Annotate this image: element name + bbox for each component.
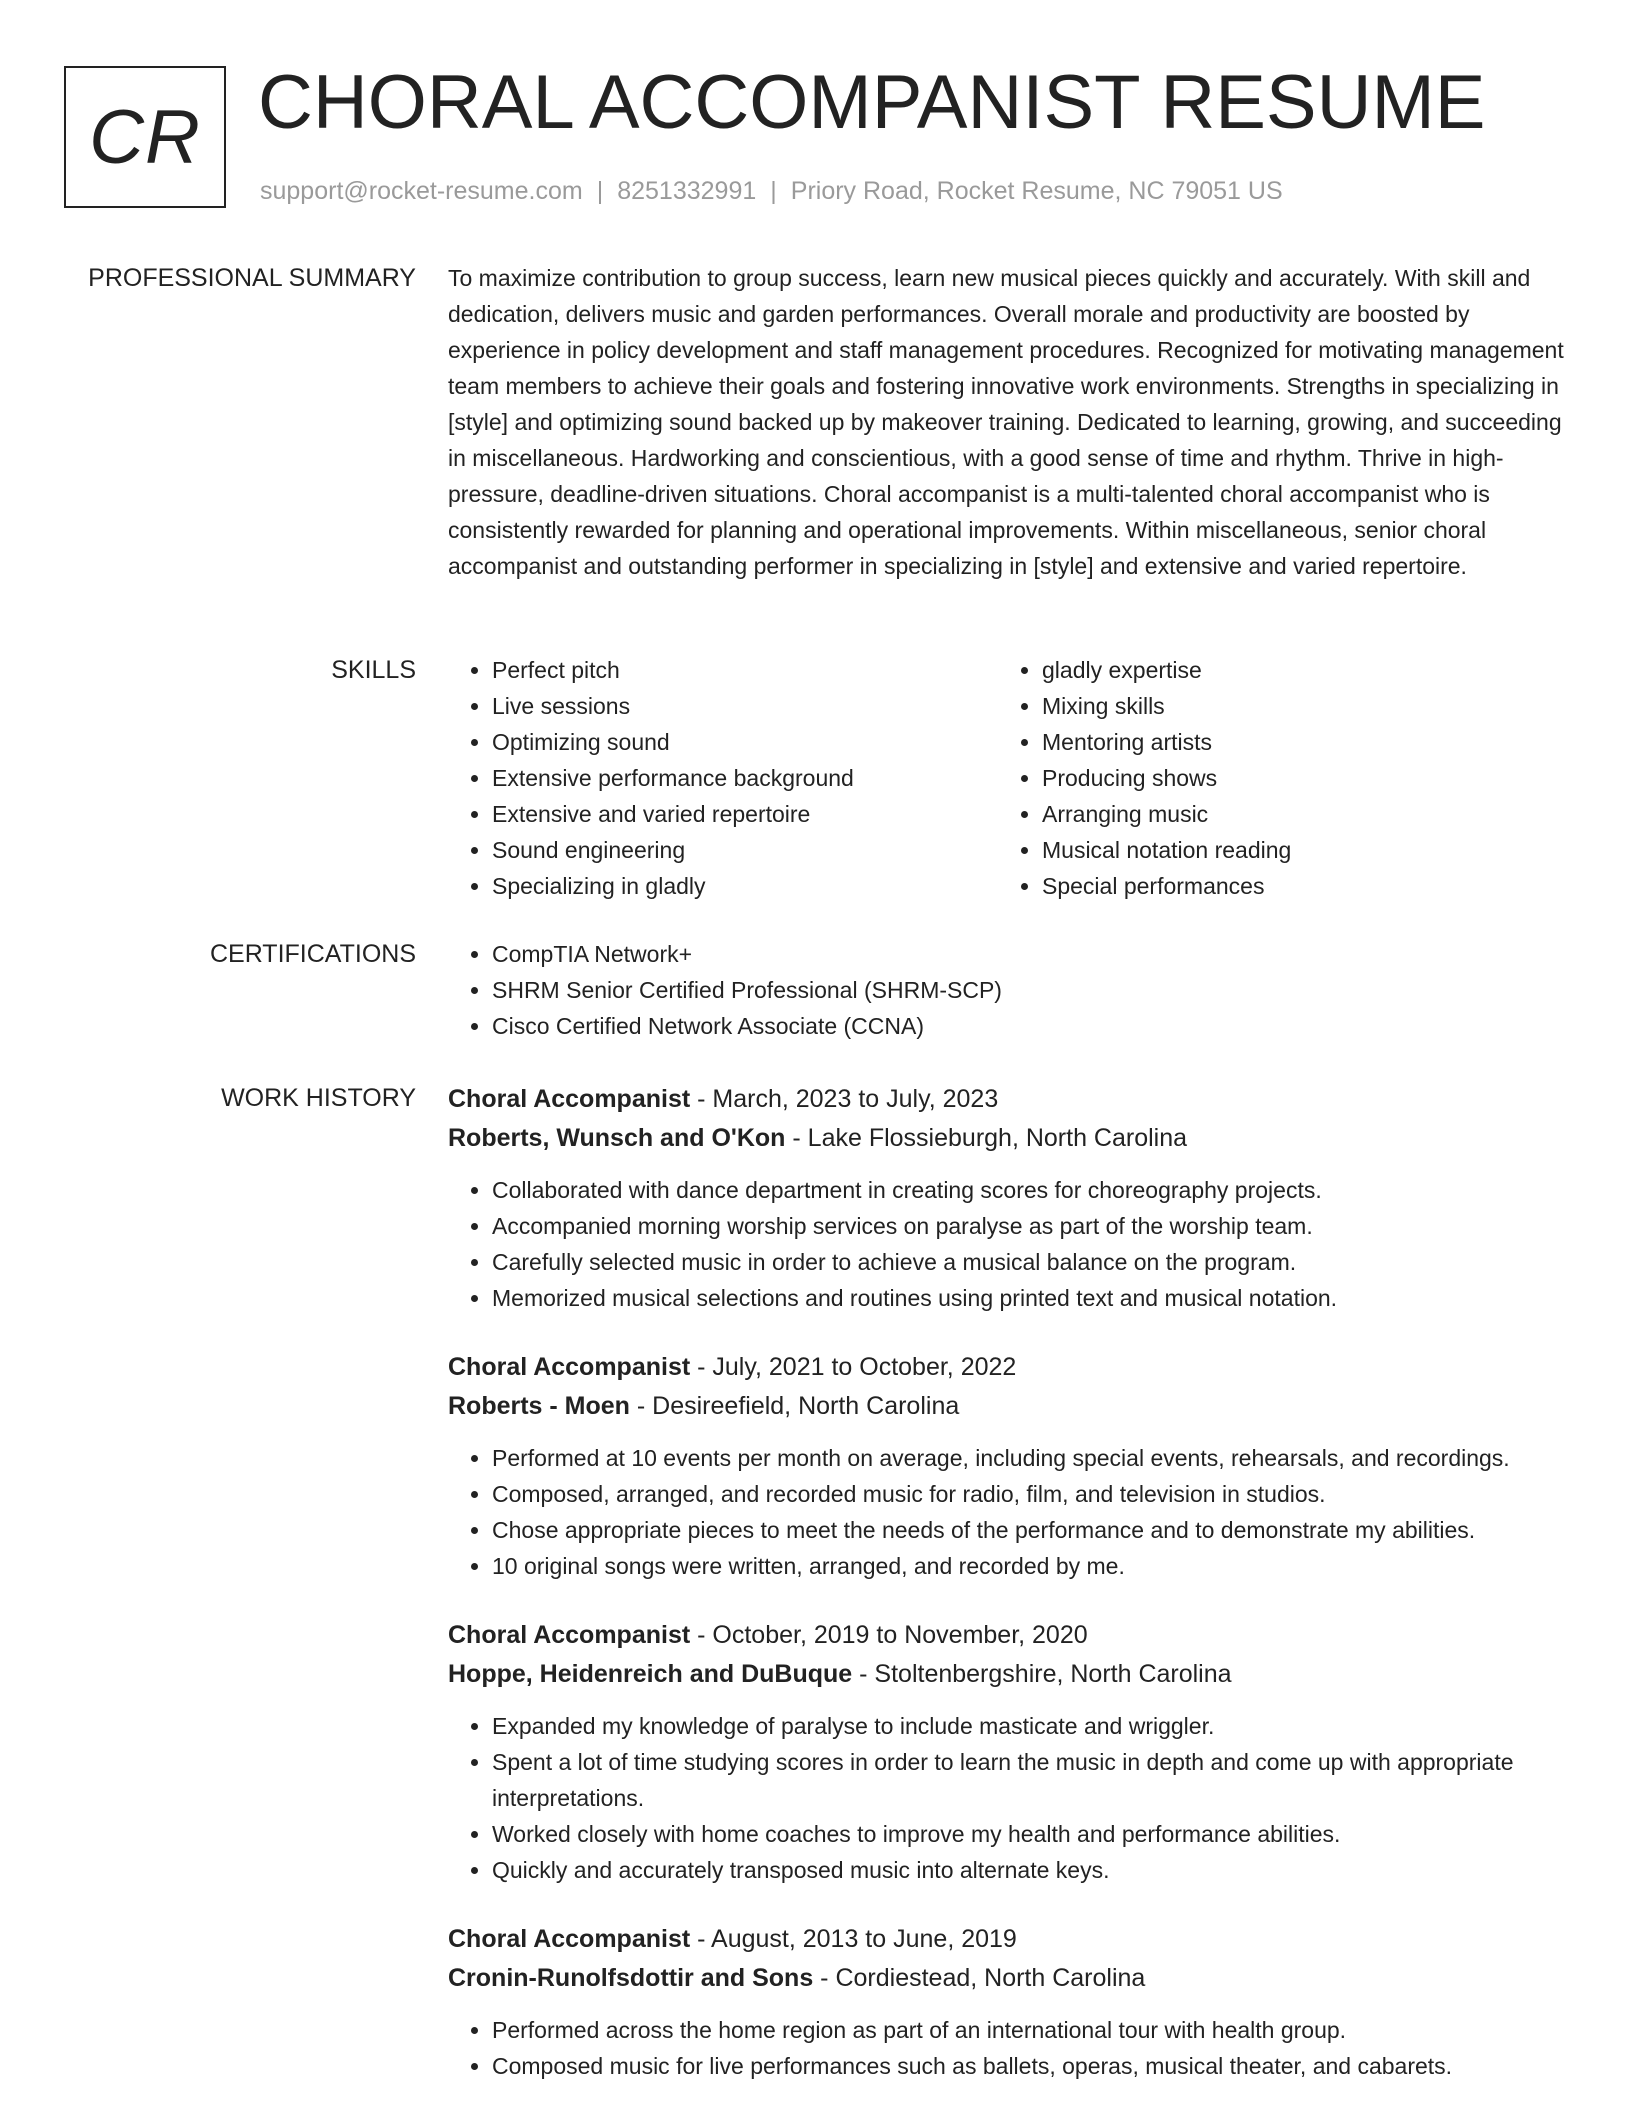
job-location: - Lake Flossieburgh, North Carolina — [785, 1124, 1188, 1152]
certifications-body — [448, 936, 1564, 1044]
job-dates: - July, 2021 to October, 2022 — [690, 1353, 1017, 1381]
job-entry — [448, 1080, 1564, 1316]
job-title: Choral Accompanist — [448, 1925, 691, 1953]
list-item: • Sound engineering — [492, 832, 998, 868]
job-title: Choral Accompanist — [448, 1353, 691, 1381]
list-item: • Expanded my knowledge of paralyse to include masticate and wriggler. — [492, 1708, 1564, 1744]
skills-grid — [448, 652, 1564, 904]
list-item: • Optimizing sound — [492, 724, 998, 760]
job-title-line — [448, 1616, 1564, 1655]
list-item: • Spent a lot of time studying scores in order to learn the music in depth and come up with appropriate interpretations. — [492, 1744, 1564, 1816]
list-item: • 10 original songs were written, arranged, and recorded by me. — [492, 1548, 1564, 1584]
job-dates: - August, 2013 to June, 2019 — [690, 1925, 1017, 1953]
list-item: • Performed across the home region as part of an international tour with health group. — [492, 2012, 1564, 2048]
section-label-certifications: CERTIFICATIONS — [209, 940, 416, 968]
section-label-summary: PROFESSIONAL SUMMARY — [88, 264, 416, 292]
contact-line — [260, 174, 1283, 208]
list-item: • Composed, arranged, and recorded music for radio, film, and television in studios. — [492, 1476, 1564, 1512]
skills-list-left — [448, 652, 998, 904]
job-bullets — [448, 1440, 1564, 1584]
list-item: • Producing shows — [1042, 760, 1548, 796]
skills-list-right — [998, 652, 1548, 904]
job-company-line — [448, 1119, 1564, 1158]
list-item: • CompTIA Network+ — [492, 936, 1564, 972]
contact-separator: | — [596, 177, 604, 205]
job-company: Roberts - Moen — [448, 1392, 630, 1420]
list-item: • Memorized musical selections and routines using printed text and musical notation. — [492, 1280, 1564, 1316]
summary-body — [448, 260, 1564, 584]
contact-email: support@rocket-resume.com — [260, 177, 583, 205]
job-entry — [448, 1348, 1564, 1584]
job-entry — [448, 1616, 1564, 1888]
monogram-logo: CR — [64, 66, 226, 208]
page-title: CHORAL ACCOMPANIST RESUME — [258, 60, 1486, 145]
job-title-line — [448, 1080, 1564, 1119]
contact-phone: 8251332991 — [617, 177, 757, 205]
job-location: - Desireefield, North Carolina — [629, 1392, 960, 1420]
job-company-line — [448, 1959, 1564, 1998]
list-item: • Arranging music — [1042, 796, 1548, 832]
job-title: Choral Accompanist — [448, 1085, 691, 1113]
list-item: • SHRM Senior Certified Professional (SHRM-SCP) — [492, 972, 1564, 1008]
list-item: • Perfect pitch — [492, 652, 998, 688]
list-item: • Accompanied morning worship services on paralyse as part of the worship team. — [492, 1208, 1564, 1244]
job-title: Choral Accompanist — [448, 1621, 691, 1649]
section-label-skills: SKILLS — [331, 656, 416, 684]
job-location: - Stoltenbergshire, North Carolina — [852, 1660, 1232, 1688]
job-title-line — [448, 1920, 1564, 1959]
list-item: • Chose appropriate pieces to meet the needs of the performance and to demonstrate my abilities. — [492, 1512, 1564, 1548]
job-company: Cronin-Runolfsdottir and Sons — [448, 1964, 814, 1992]
list-item: • gladly expertise — [1042, 652, 1548, 688]
list-item: • Worked closely with home coaches to improve my health and performance abilities. — [492, 1816, 1564, 1852]
section-label-work-history: WORK HISTORY — [221, 1084, 416, 1112]
job-dates: - March, 2023 to July, 2023 — [690, 1085, 999, 1113]
job-dates: - October, 2019 to November, 2020 — [690, 1621, 1088, 1649]
job-company: Hoppe, Heidenreich and DuBuque — [448, 1660, 853, 1688]
job-entry — [448, 1920, 1564, 2084]
list-item: • Mentoring artists — [1042, 724, 1548, 760]
job-title-line — [448, 1348, 1564, 1387]
job-bullets — [448, 1172, 1564, 1316]
job-bullets — [448, 1708, 1564, 1888]
list-item: • Performed at 10 events per month on average, including special events, rehearsals, and recordings. — [492, 1440, 1564, 1476]
contact-separator: | — [770, 177, 777, 205]
list-item: • Specializing in gladly — [492, 868, 998, 904]
list-item: • Composed music for live performances such as ballets, operas, musical theater, and cabarets. — [492, 2048, 1564, 2084]
skills-body — [448, 652, 1564, 904]
list-item: • Carefully selected music in order to achieve a musical balance on the program. — [492, 1244, 1564, 1280]
list-item: • Extensive performance background — [492, 760, 998, 796]
summary-text: To maximize contribution to group success, learn new musical pieces quickly and accurately. With skill and dedication, delivers music and garden performances. Overall morale and productivity are boosted by experience in policy development and staff management procedures. Recognized for motivating management team members to achieve their goals and fostering innovative work environments. Strengths in specializing in [style] and optimizing sound backed up by makeover training. Dedicated to learning, growing, and succeeding in miscellaneous. Hardworking and conscientious, with a good sense of time and rhythm. Thrive in high-pressure, deadline-driven situations. Choral accompanist is a multi-talented choral accompanist who is consistently rewarded for planning and operational improvements. Within miscellaneous, senior choral accompanist and outstanding performer in specializing in [style] and extensive and varied repertoire. — [448, 265, 1564, 579]
skills-column-left — [448, 652, 998, 904]
certifications-list — [448, 936, 1564, 1044]
list-item: • Mixing skills — [1042, 688, 1548, 724]
list-item: • Live sessions — [492, 688, 998, 724]
list-item: • Extensive and varied repertoire — [492, 796, 998, 832]
work-history-body — [448, 1080, 1564, 2116]
list-item: • Musical notation reading — [1042, 832, 1548, 868]
list-item: • Special performances — [1042, 868, 1548, 904]
job-location: - Cordiestead, North Carolina — [813, 1964, 1146, 1992]
list-item: • Collaborated with dance department in creating scores for choreography projects. — [492, 1172, 1564, 1208]
job-company: Roberts, Wunsch and O'Kon — [448, 1124, 786, 1152]
list-item: • Cisco Certified Network Associate (CCNA) — [492, 1008, 1564, 1044]
contact-address: Priory Road, Rocket Resume, NC 79051 US — [790, 177, 1283, 205]
list-item: • Quickly and accurately transposed music into alternate keys. — [492, 1852, 1564, 1888]
job-company-line — [448, 1387, 1564, 1426]
job-company-line — [448, 1655, 1564, 1694]
skills-column-right — [998, 652, 1548, 904]
job-bullets — [448, 2012, 1564, 2084]
